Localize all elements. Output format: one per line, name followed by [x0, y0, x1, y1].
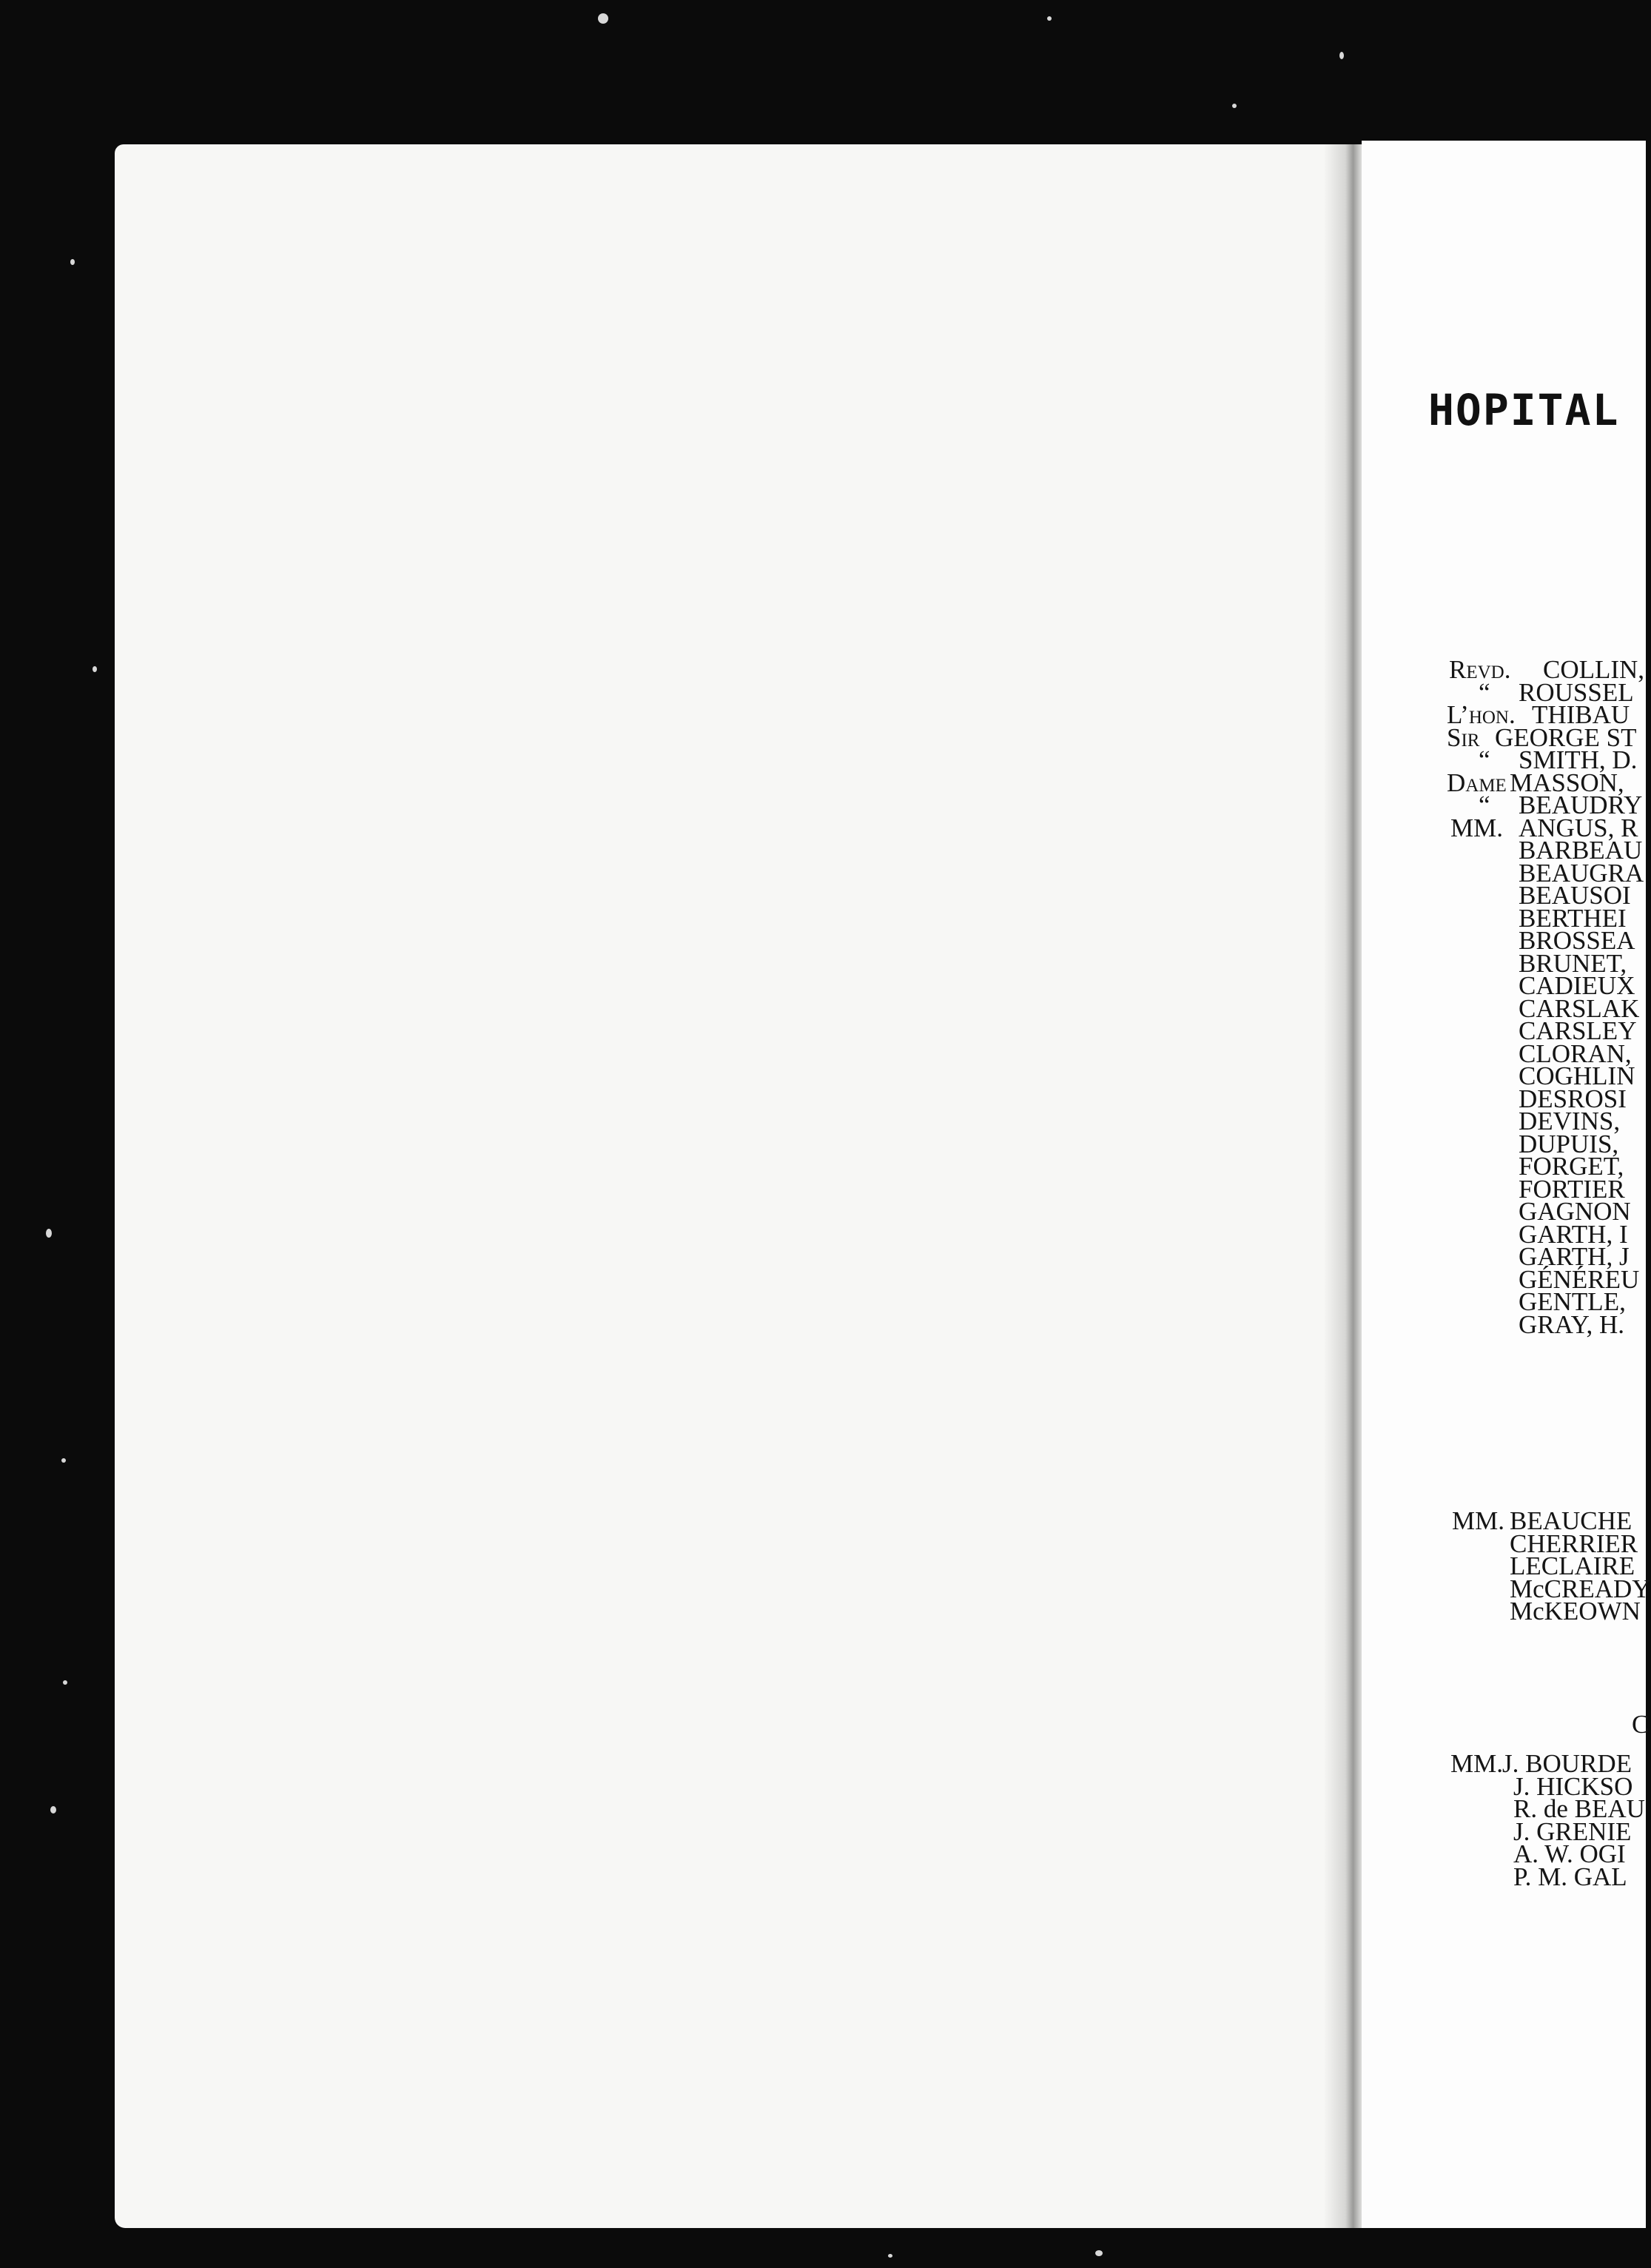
row-prefix: MM.: [1450, 813, 1503, 842]
row-name: J. HICKSO: [1513, 1771, 1633, 1801]
row-name: J. GRENIE: [1513, 1816, 1632, 1846]
row-name: LECLAIRE: [1510, 1551, 1635, 1580]
row-name: DEVINS,: [1519, 1107, 1621, 1135]
background-speck: [70, 259, 75, 265]
background-speck: [61, 1458, 66, 1463]
background-speck: [1339, 52, 1344, 59]
list-row: [1362, 1309, 1646, 1339]
row-name: CADIEUX: [1519, 971, 1635, 1000]
row-name: BARBEAU: [1519, 836, 1643, 865]
member-list: [1362, 655, 1646, 1339]
row-prefix: “: [1479, 677, 1490, 707]
row-name: GAGNON: [1519, 1197, 1631, 1226]
background-speck: [63, 1680, 67, 1685]
row-prefix: MM.: [1452, 1506, 1504, 1535]
row-name: GÉNÉREU: [1519, 1264, 1640, 1294]
background-speck: [1095, 2250, 1103, 2256]
row-name: FORTIER: [1519, 1174, 1625, 1204]
row-prefix: Sir: [1447, 722, 1480, 752]
row-name: ANGUS, R: [1519, 813, 1638, 842]
background-speck: [1047, 16, 1052, 21]
row-name: McKEOWN: [1510, 1597, 1641, 1625]
section-subheading: C: [1632, 1710, 1650, 1739]
row-prefix: “: [1479, 745, 1490, 774]
row-name: BEAUGRA: [1519, 858, 1644, 888]
row-name: R. de BEAU: [1513, 1794, 1645, 1823]
row-name: ROUSSEL: [1519, 677, 1634, 707]
row-name: GRAY, H.: [1519, 1309, 1624, 1339]
row-name: COLLIN,: [1543, 655, 1645, 684]
background-speck: [93, 666, 97, 672]
row-name: GENTLE,: [1519, 1287, 1626, 1316]
row-name: BERTHEI: [1519, 903, 1627, 933]
row-prefix: “: [1479, 791, 1490, 819]
left-page: [115, 144, 1347, 2228]
row-name: BRUNET,: [1519, 948, 1627, 978]
background-speck: [598, 13, 608, 24]
row-name: CARSLAK: [1519, 993, 1640, 1023]
row-name: GARTH, J: [1519, 1242, 1630, 1271]
row-name: GEORGE ST: [1495, 722, 1637, 752]
row-name: CHERRIER: [1510, 1529, 1638, 1558]
row-prefix: MM.: [1450, 1749, 1503, 1778]
page-title: HOPITAL: [1428, 385, 1620, 435]
row-name: GARTH, I: [1519, 1219, 1628, 1249]
row-name: FORGET,: [1519, 1152, 1624, 1181]
background-speck: [1232, 104, 1237, 108]
row-name: THIBAU: [1532, 700, 1630, 729]
row-name: BEAUSOI: [1519, 881, 1631, 910]
row-name: COGHLIN: [1519, 1061, 1635, 1090]
row-name: CLORAN,: [1519, 1039, 1632, 1068]
row-prefix: Dame: [1447, 768, 1507, 797]
row-name: McCREADY: [1510, 1574, 1651, 1603]
row-name: DESROSI: [1519, 1084, 1627, 1113]
row-prefix: L’hon.: [1447, 700, 1516, 729]
background-speck: [50, 1806, 56, 1814]
row-name: MASSON,: [1510, 768, 1624, 797]
row-name: A. W. OGI: [1513, 1839, 1626, 1868]
row-name: BEAUCHE: [1510, 1506, 1632, 1535]
row-name: CARSLEY: [1519, 1016, 1637, 1045]
row-name: SMITH, D.: [1519, 745, 1638, 774]
bleed-through-text: [492, 381, 502, 416]
right-page: [1362, 141, 1651, 2228]
row-prefix: Revd.: [1449, 655, 1511, 684]
row-name: DUPUIS,: [1519, 1129, 1619, 1158]
row-name: BEAUDRY: [1519, 791, 1643, 819]
row-name: J. BOURDE: [1502, 1749, 1632, 1778]
row-name: BROSSEA: [1519, 926, 1635, 955]
background-speck: [46, 1229, 52, 1238]
row-name: P. M. GAL: [1513, 1862, 1627, 1891]
background-speck: [888, 2254, 892, 2258]
